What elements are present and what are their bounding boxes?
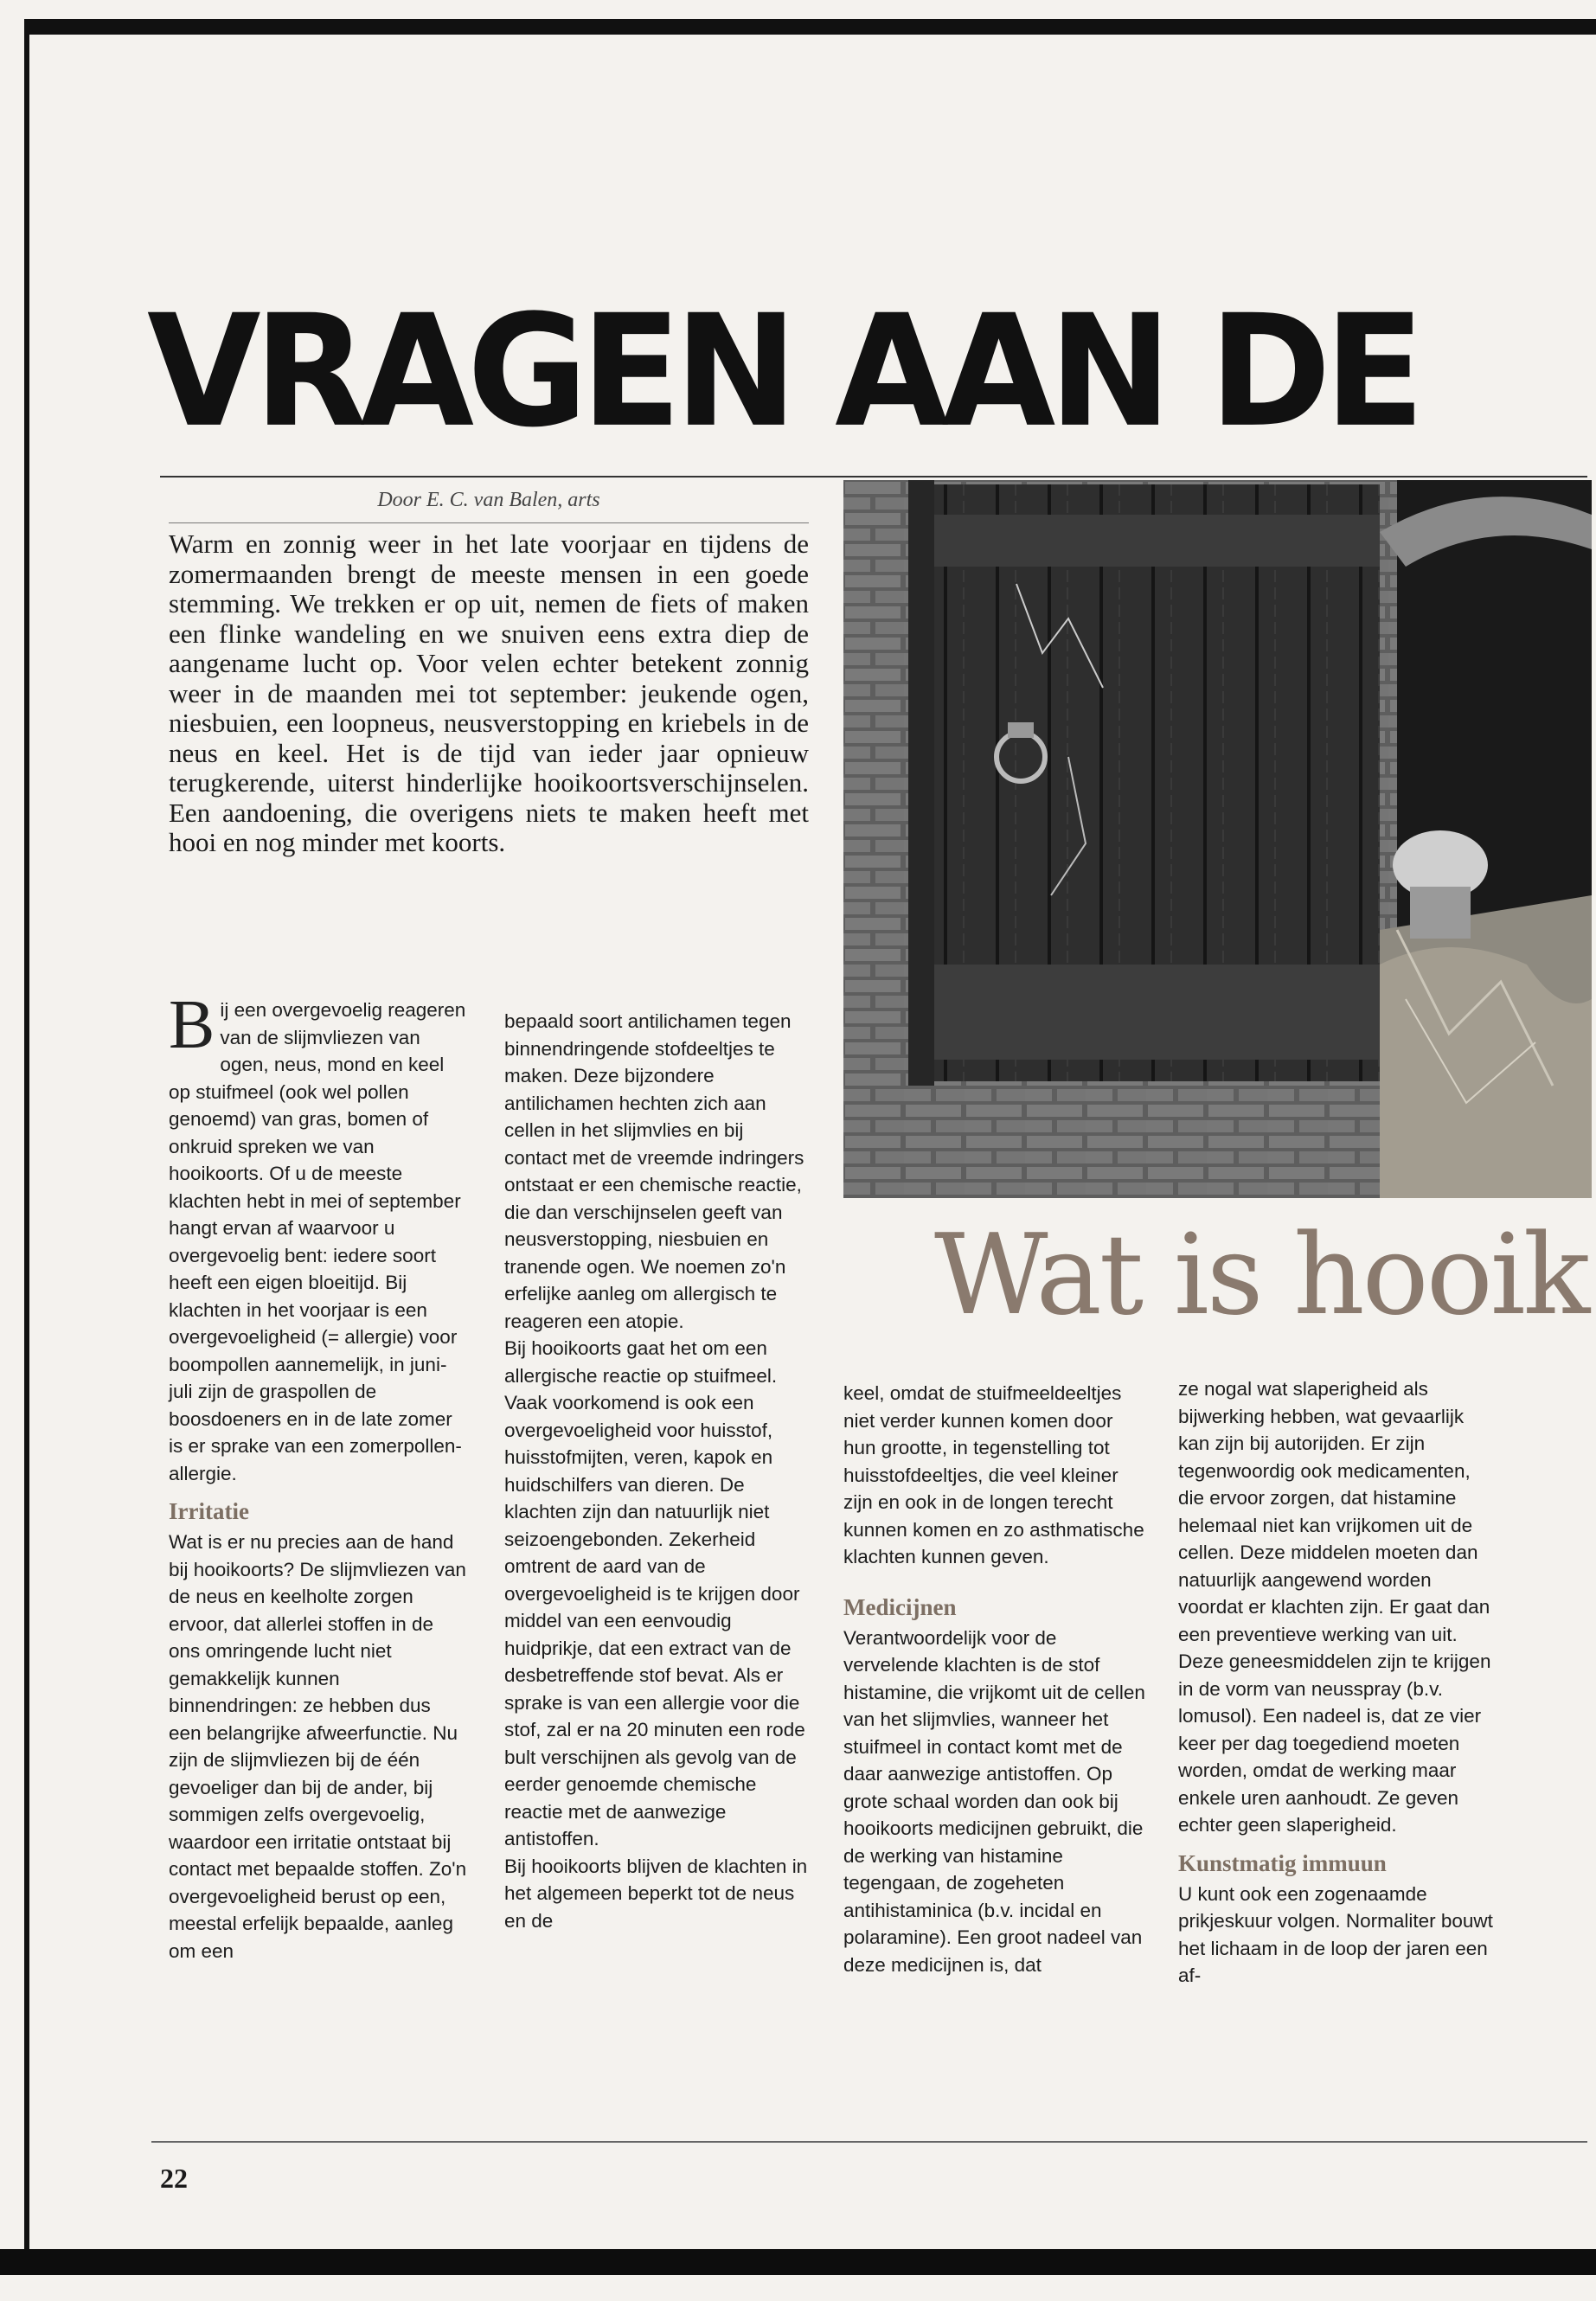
column-2-paragraph-2: Bij hooikoorts gaat het om een allergische reactie op stuifmeel. Vaak voorkomend is ook een overgevoeligheid voor huisstof, huisstofmijten, veren, kapok en huidschilfers van dieren. De klachten zijn dan natuurlijk niet seizoengebonden. Zekerheid omtrent de aard van de overgevoeligheid is te krijgen door middel van een eenvoudig huidprikje, dat een extract van de desbetreffende stof bevat. Als er sprake is van een allergie voor die stof, zal er na 20 minuten een rode bult verschijnen als gevolg van de eerder genoemde chemische reactie met de aanwezige antistoffen. (504, 1337, 805, 1849)
section-heading-kunstmatig-immuun: Kunstmatig immuun (1178, 1849, 1387, 1876)
page-border-left (24, 19, 29, 2272)
section-subheadline: Wat is hooik (934, 1211, 1588, 1340)
column-1-paragraph-2: Wat is er nu precies aan de hand bij hooikoorts? De slijmvliezen van de neus en keelholte zorgen ervoor, dat allerlei stoffen in de ons omringende lucht niet gemakkelijk kunnen binnendringen: ze hebben dus een belangrijke afweerfunctie. Nu zijn de slijmvliezen bij de één gevoeliger dan bij de ander, bij sommigen zelfs overgevoelig, waardoor een irritatie ontstaat bij contact met bepaalde stoffen. Zo'n overgevoeligheid berust op een, meestal erfelijk bepaalde, aanleg om een (169, 1531, 467, 1962)
page-border-bottom (0, 2249, 1596, 2275)
column-2-paragraph-1: bepaald soort antilichamen tegen binnendringende stofdeeltjes te maken. Deze bijzondere antilichamen hechten zich aan cellen in het slijmvlies en bij contact met de vreemde indringers ontstaat er een chemische reactie, die dan verschijnselen geeft van neusverstopping, niesbuien en tranende ogen. We noemen zo'n erfelijke aanleg om allergisch te reageren een atopie. (504, 1010, 804, 1332)
headline-rule (160, 476, 1587, 478)
column-2 (504, 1008, 811, 2158)
column-3-paragraph-1: keel, omdat de stuifmeeldeeltjes niet verder kunnen komen door hun grootte, in tegenstelling tot huisstofdeeltjes, die veel kleiner zijn en ook in de longen terecht kunnen komen en zo asthmatische klachten kunnen geven. (843, 1382, 1144, 1567)
page-border-top (24, 19, 1596, 35)
column-1 (169, 987, 467, 2156)
column-4 (1178, 1375, 1497, 2158)
byline-rule (169, 522, 809, 523)
column-3-paragraph-2: Verantwoordelijk voor de vervelende klachten is de stof histamine, die vrijkomt uit de cellen van het slijmvlies, wanneer het stuifmeel in contact komt met de daar aanwezige antistoffen. Op grote schaal worden dan ook bij hooikoorts medicijnen gebruikt, die de werking van histamine tegengaan, de zogeheten antihistaminica (b.v. incidal en polaramine). Een groot nadeel van deze medicijnen is, dat (843, 1626, 1145, 1976)
section-heading-medicijnen: Medicijnen (843, 1593, 957, 1620)
headline: VRAGEN AAN DE (147, 285, 1418, 458)
intro-paragraph: Warm en zonnig weer in het late voorjaar en tijdens de zomermaanden brengt de meeste mensen in een goede stemming. We trekken er op uit, nemen de fiets of maken een flinke wandeling en we snuiven eens extra diep de aangename lucht op. Voor velen echter betekent zonnig weer in de maanden mei tot september: jeukende ogen, niesbuien, een loopneus, neusverstopping en kriebels in de neus en keel. Het is de tijd van ieder jaar opnieuw terugkerende, uiterst hinderlijke hooikoortsverschijnselen. Een aandoening, die overigens niets te maken heeft met hooi en nog minder met koorts. (169, 529, 809, 857)
barn-door-photo-illustration (843, 480, 1592, 1198)
column-4-paragraph-2: U kunt ook een zogenaamde prikjeskuur volgen. Normaliter bouwt het lichaam in de loop der jaren een af- (1178, 1882, 1493, 1986)
column-1-paragraph-1 (169, 987, 467, 1487)
column-1-paragraph-1-text: ij een overgevoelig reageren van de slijmvliezen van ogen, neus, mond en keel op stuifmeel (ook wel pollen genoemd) van gras, bomen of onkruid spreken we van hooikoorts. Of u de meeste klachten hebt in mei of september hangt ervan af waarvoor u overgevoelig bent: iedere soort heeft een eigen bloeitijd. Bij klachten in het voorjaar is een overgevoeligheid (= allergie) voor boompollen aannemelijk, in juni-juli zijn de graspollen de boosdoeners en in de late zomer is er sprake van een zomerpollen-allergie. (169, 999, 466, 1484)
column-3 (843, 1380, 1151, 2158)
footer-rule (151, 2141, 1587, 2143)
column-2-paragraph-3: Bij hooikoorts blijven de klachten in het algemeen beperkt tot de neus en de (504, 1855, 808, 1932)
section-heading-irritatie: Irritatie (169, 1498, 249, 1524)
page-number: 22 (160, 2163, 188, 2194)
drop-cap: B (169, 987, 215, 1063)
article-photo (843, 480, 1592, 1198)
byline: Door E. C. van Balen, arts (377, 489, 600, 511)
column-4-paragraph-1: ze nogal wat slaperigheid als bijwerking hebben, wat gevaarlijk kan zijn bij autorijden. Er zijn tegenwoordig ook medicamenten, die ervoor zorgen, dat histamine helemaal niet kan vrijkomen uit de cellen. Deze middelen moeten dan natuurlijk aangewend worden voordat er klachten zijn. Er gaat dan een preventieve werking van uit. Deze geneesmiddelen zijn te krijgen in de vorm van neusspray (b.v. lomusol). Een nadeel is, dat ze vier keer per dag toegediend moeten worden, omdat de werking maar enkele uren aanhoudt. Ze geven echter geen slaperigheid. (1178, 1378, 1491, 1836)
